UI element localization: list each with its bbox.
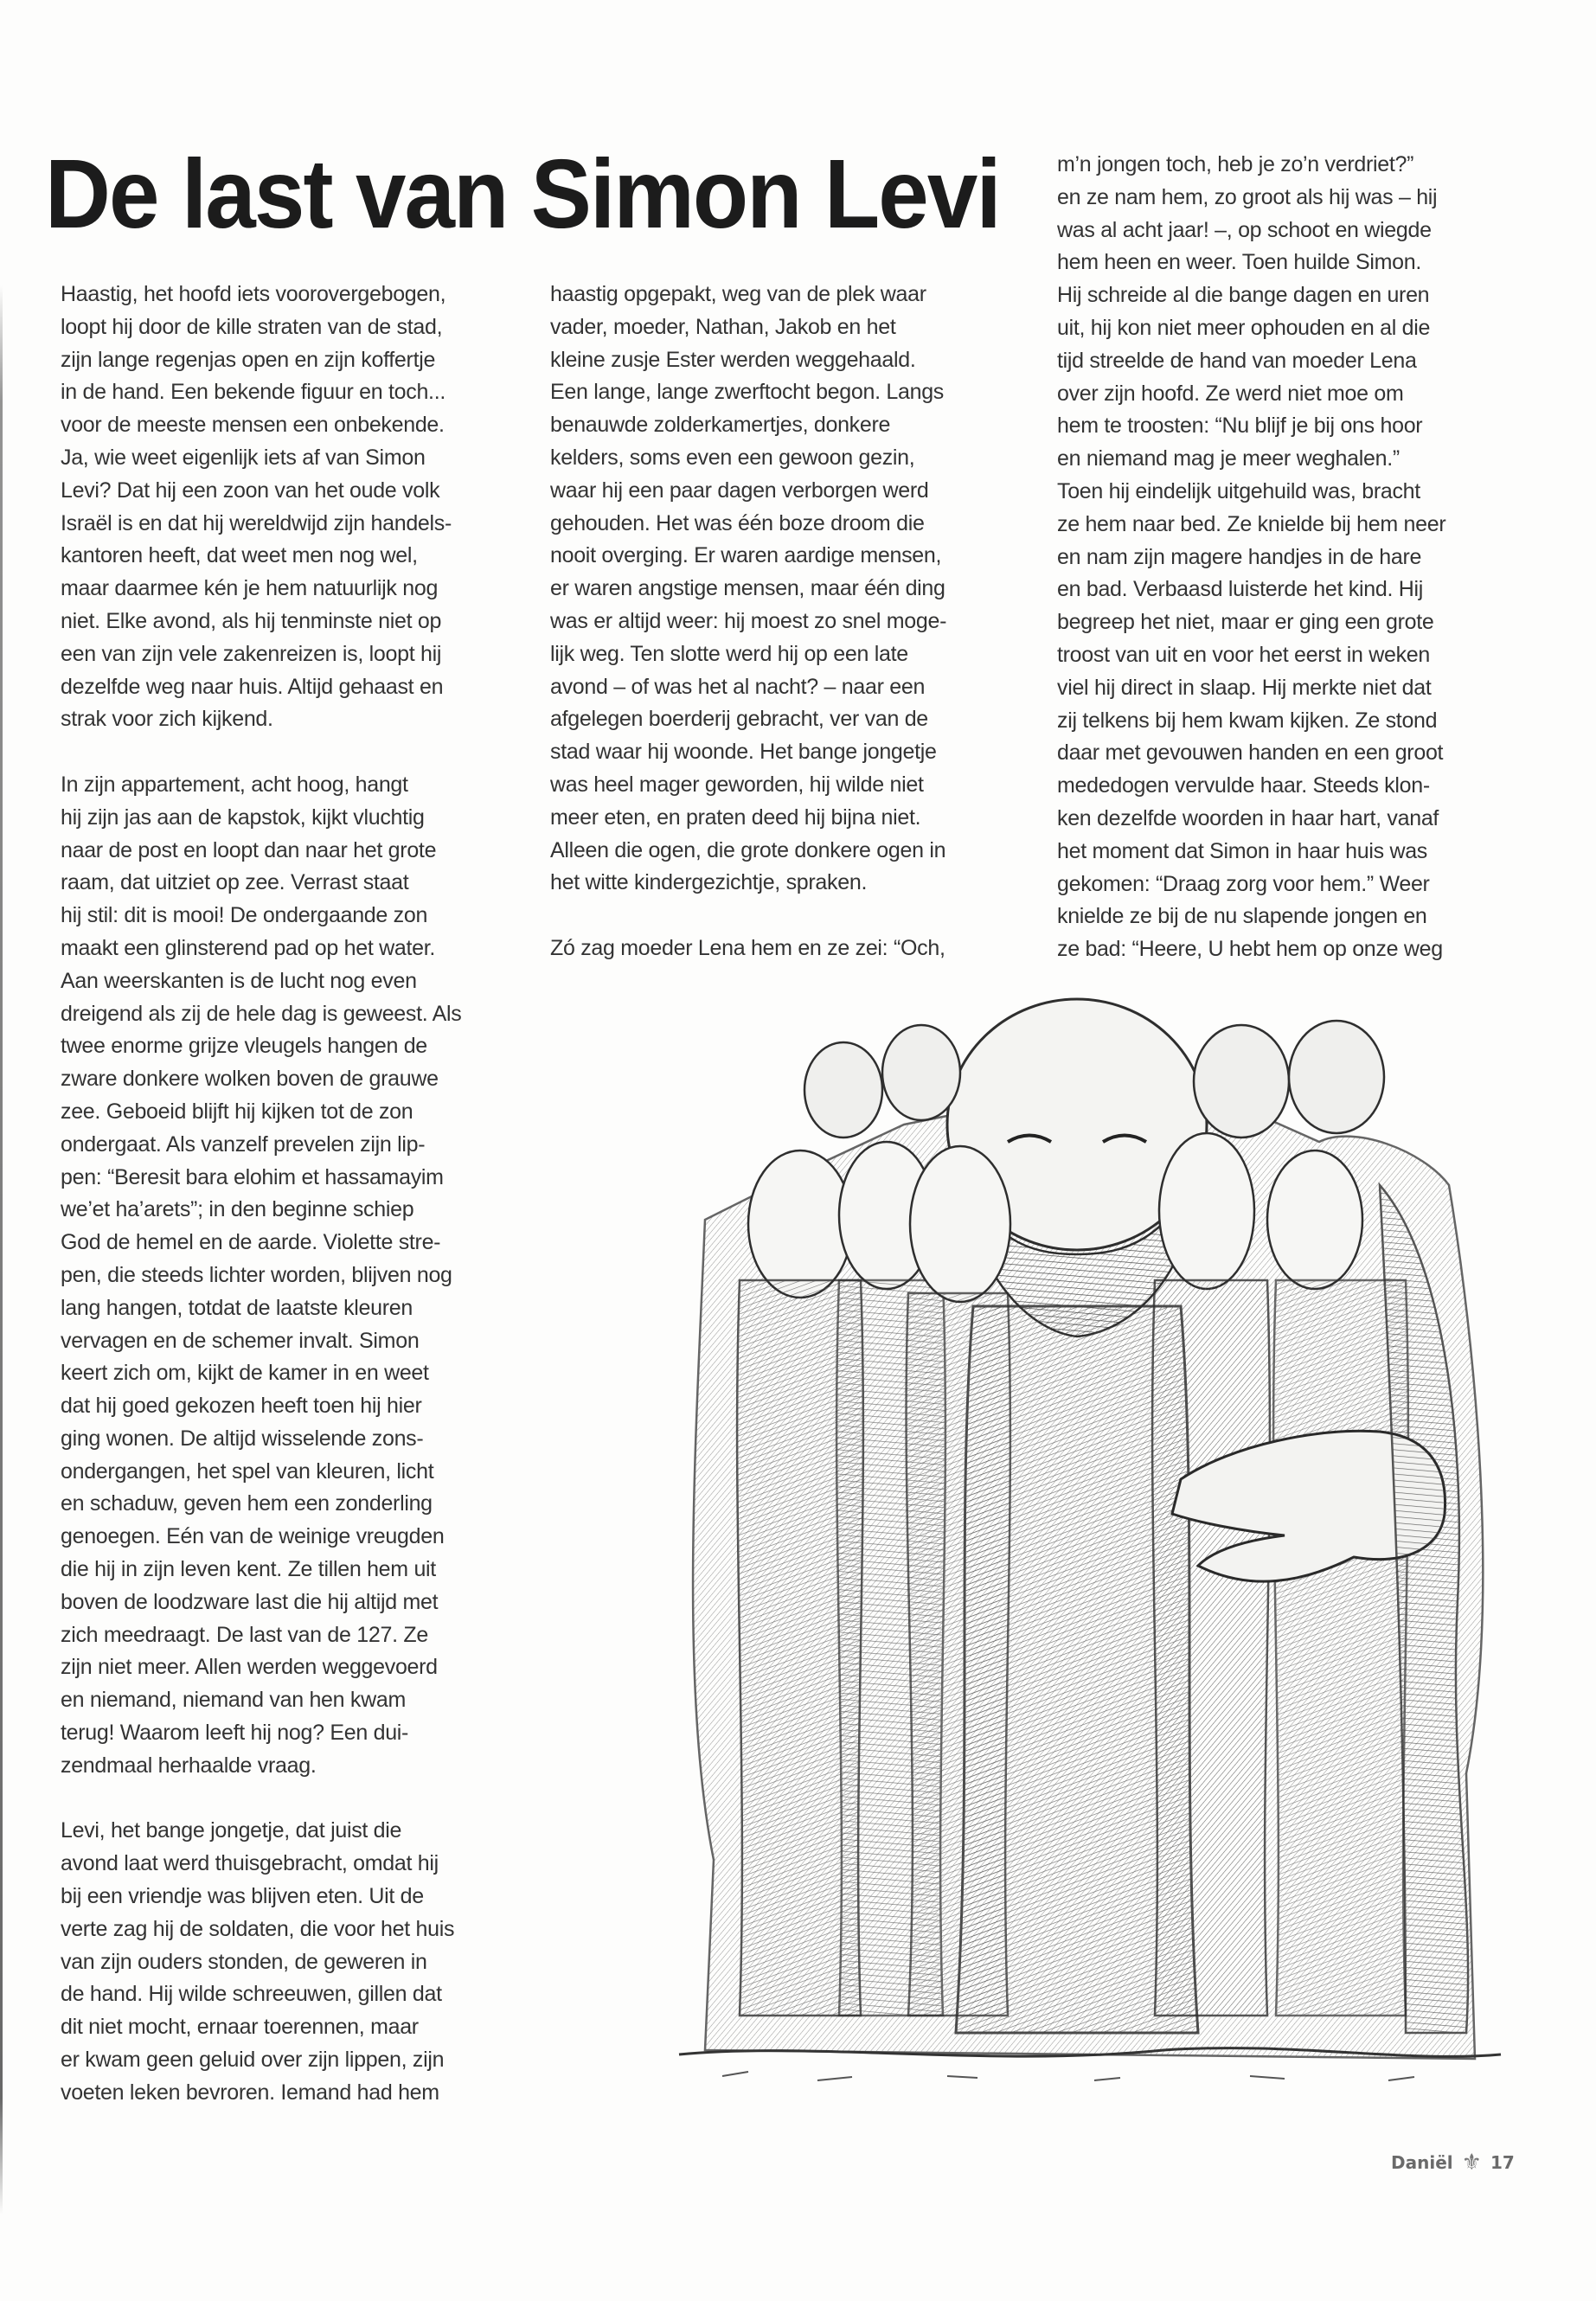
article-paragraph <box>550 933 1022 965</box>
article-paragraph <box>61 279 515 736</box>
text-line: pen: “Beresit bara elohim et hassamayim <box>61 1164 444 1189</box>
text-line: gekomen: “Draag zorg voor hem.” Weer <box>1057 871 1430 896</box>
article-paragraph <box>1057 149 1542 966</box>
text-line: zij telkens bij hem kwam kijken. Ze stond <box>1057 708 1438 733</box>
text-line: loopt hij door de kille straten van de stad, <box>61 314 443 339</box>
text-line: m’n jongen toch, heb je zo’n verdriet?” <box>1057 152 1414 176</box>
text-line: stad waar hij woonde. Het bange jongetje <box>550 740 937 765</box>
text-line: viel hij direct in slaap. Hij merkte niet dat <box>1057 675 1432 700</box>
text-line: lang hangen, totdat de laatste kleuren <box>61 1295 413 1320</box>
article-paragraph <box>550 279 1022 900</box>
article-paragraph <box>61 769 515 1783</box>
text-line: dreigend als zij de hele dag is geweest. Als <box>61 1001 462 1026</box>
text-line: lijk weg. Ten slotte werd hij op een late <box>550 641 908 666</box>
text-line: over zijn hoofd. Ze werd niet moe om <box>1057 381 1404 406</box>
text-line: ken dezelfde woorden in haar hart, vanaf <box>1057 805 1439 830</box>
text-line: Toen hij eindelijk uitgehuild was, bracht <box>1057 478 1420 503</box>
text-line: kelders, soms even een gewoon gezin, <box>550 445 915 470</box>
text-line: mededogen vervulde haar. Steeds klon- <box>1057 773 1430 798</box>
text-line: twee enorme grijze vleugels hangen de <box>61 1034 427 1059</box>
publication-name: Daniël <box>1391 2152 1453 2173</box>
text-line: Levi, het bange jongetje, dat juist die <box>61 1818 402 1843</box>
article-paragraph <box>61 1815 515 2109</box>
text-line: vader, moeder, Nathan, Jakob en het <box>550 314 896 339</box>
text-line: gehouden. Het was één boze droom die <box>550 510 925 535</box>
text-line: Hij schreide al die bange dagen en uren <box>1057 283 1430 308</box>
text-line: Een lange, lange zwerftocht begon. Langs <box>550 380 945 405</box>
text-line: Levi? Dat hij een zoon van het oude volk <box>61 478 440 503</box>
text-line: er kwam geen geluid over zijn lippen, zijn <box>61 2048 445 2073</box>
text-line: haastig opgepakt, weg van de plek waar <box>550 282 926 306</box>
text-line: keert zich om, kijkt de kamer in en weet <box>61 1361 429 1386</box>
text-line: voeten leken bevroren. Iemand had hem <box>61 2080 439 2105</box>
text-line: ze hem naar bed. Ze knielde bij hem neer <box>1057 511 1446 536</box>
text-line: en niemand mag je meer weghalen.” <box>1057 446 1400 471</box>
text-line: uit, hij kon niet meer ophouden en al die <box>1057 315 1431 340</box>
text-line: raam, dat uitziet op zee. Verrast staat <box>61 870 409 895</box>
text-line: boven de loodzware last die hij altijd met <box>61 1589 439 1614</box>
text-line: het moment dat Simon in haar huis was <box>1057 838 1428 863</box>
text-line: en niemand, niemand van hen kwam <box>61 1688 406 1713</box>
text-line: zijn niet meer. Allen werden weggevoerd <box>61 1655 438 1680</box>
children-left <box>737 1025 1010 2016</box>
text-line: hij stil: dit is mooi! De ondergaande zon <box>61 903 428 928</box>
text-line: maar daarmee kén je hem natuurlijk nog <box>61 576 439 601</box>
page-number: 17 <box>1490 2152 1515 2173</box>
text-line: niet. Elke avond, als hij tenminste niet op <box>61 608 442 633</box>
text-line: zendmaal herhaalde vraag. <box>61 1753 317 1778</box>
text-line: de hand. Hij wilde schreeuwen, gillen dat <box>61 1982 442 2007</box>
text-line: maakt een glinsterend pad op het water. <box>61 935 436 960</box>
text-column-1 <box>61 279 515 2110</box>
text-line: afgelegen boerderij gebracht, ver van de <box>550 707 928 732</box>
text-line: en schaduw, geven hem een zonderling <box>61 1491 433 1516</box>
ground-strokes <box>722 2072 1414 2080</box>
text-line: ondergangen, het spel van kleuren, licht <box>61 1458 434 1484</box>
text-line: benauwde zolderkamertjes, donkere <box>550 413 891 438</box>
text-line: hem te troosten: “Nu blijf je bij ons hoor <box>1057 413 1423 439</box>
text-line: zijn lange regenjas open en zijn koffertje <box>61 347 436 372</box>
page-edge-line <box>0 285 3 2214</box>
text-line: God de hemel en de aarde. Violette stre- <box>61 1230 441 1255</box>
illustration-drawing <box>644 995 1522 2111</box>
text-line: vervagen en de schemer invalt. Simon <box>61 1328 420 1353</box>
text-line: knielde ze bij de nu slapende jongen en <box>1057 904 1427 929</box>
text-line: pen, die steeds lichter worden, blijven nog <box>61 1262 452 1287</box>
text-line: bij een vriendje was blijven eten. Uit de <box>61 1884 424 1909</box>
text-line: Zó zag moeder Lena hem en ze zei: “Och, <box>550 935 945 960</box>
text-line: die hij in zijn leven kent. Ze tillen hem uit <box>61 1557 436 1582</box>
text-line: terug! Waarom leeft hij nog? Een dui- <box>61 1721 409 1746</box>
text-column-2 <box>550 279 1022 965</box>
text-line: en nam zijn magere handjes in de hare <box>1057 544 1422 569</box>
text-line: en ze nam hem, zo groot als hij was – hij <box>1057 184 1438 209</box>
sculpture-illustration <box>644 995 1522 2111</box>
text-line: een van zijn vele zakenreizen is, loopt hij <box>61 641 442 666</box>
text-line: naar de post en loopt dan naar het grote <box>61 837 437 862</box>
text-line: Ja, wie weet eigenlijk iets af van Simon <box>61 445 426 470</box>
text-line: In zijn appartement, acht hoog, hangt <box>61 772 408 797</box>
text-line: dit niet mocht, ernaar toerennen, maar <box>61 2015 419 2040</box>
fleur-de-lis-icon: ⚜ <box>1461 2150 1482 2176</box>
text-line: dezelfde weg naar huis. Altijd gehaast en <box>61 674 444 699</box>
text-line: ging wonen. De altijd wisselende zons- <box>61 1426 424 1451</box>
text-line: avond – of was het al nacht? – naar een <box>550 674 926 699</box>
text-line: strak voor zich kijkend. <box>61 707 273 732</box>
text-line: troost van uit en voor het eerst in weken <box>1057 642 1430 667</box>
text-line: verte zag hij de soldaten, die voor het huis <box>61 1916 455 1941</box>
text-line: er waren angstige mensen, maar één ding <box>550 576 945 601</box>
text-line: van zijn ouders stonden, de geweren in <box>61 1949 427 1974</box>
text-line: genoegen. Eén van de weinige vreugden <box>61 1524 445 1549</box>
text-line: zee. Geboeid blijft hij kijken tot de zon <box>61 1099 413 1124</box>
text-line: we’et ha’arets”; in den beginne schiep <box>61 1197 414 1222</box>
text-line: Alleen die ogen, die grote donkere ogen in <box>550 837 946 862</box>
text-line: was er altijd weer: hij moest zo snel moge- <box>550 608 947 633</box>
text-line: zich meedraagt. De last van de 127. Ze <box>61 1622 428 1647</box>
text-line: dat hij goed gekozen heeft toen hij hier <box>61 1394 422 1419</box>
text-line: tijd streelde de hand van moeder Lena <box>1057 348 1417 373</box>
text-line: meer eten, en praten deed hij bijna niet. <box>550 804 921 830</box>
text-line: en bad. Verbaasd luisterde het kind. Hij <box>1057 577 1423 602</box>
text-line: was al acht jaar! –, op schoot en wiegde <box>1057 217 1432 242</box>
text-line: het witte kindergezichtje, spraken. <box>550 870 868 895</box>
text-line: voor de meeste mensen een onbekende. <box>61 413 445 438</box>
text-line: ondergaat. Als vanzelf prevelen zijn lip- <box>61 1131 426 1157</box>
text-line: Aan weerskanten is de lucht nog even <box>61 968 417 993</box>
text-line: zware donkere wolken boven de grauwe <box>61 1067 439 1092</box>
text-line: was heel mager geworden, hij wilde niet <box>550 772 924 797</box>
text-line: in de hand. Een bekende figuur en toch... <box>61 380 445 405</box>
article-title: De last van Simon Levi <box>45 139 1000 248</box>
text-line: avond laat werd thuisgebracht, omdat hij <box>61 1851 439 1876</box>
text-column-3 <box>1057 149 1542 966</box>
text-line: hij zijn jas aan de kapstok, kijkt vluchtig <box>61 804 425 830</box>
page-footer <box>1391 2150 1515 2176</box>
text-line: kleine zusje Ester werden weggehaald. <box>550 347 916 372</box>
text-line: begreep het niet, maar er ging een grote <box>1057 610 1434 635</box>
text-line: daar met gevouwen handen en een groot <box>1057 740 1444 766</box>
text-line: hem heen en weer. Toen huilde Simon. <box>1057 250 1421 275</box>
text-line: Haastig, het hoofd iets voorovergebogen, <box>61 282 446 306</box>
text-line: ze bad: “Heere, U hebt hem op onze weg <box>1057 937 1443 962</box>
text-line: nooit overging. Er waren aardige mensen, <box>550 543 942 568</box>
text-line: waar hij een paar dagen verborgen werd <box>550 478 929 503</box>
text-line: Israël is en dat hij wereldwijd zijn handels- <box>61 510 452 535</box>
text-line: kantoren heeft, dat weet men nog wel, <box>61 543 418 568</box>
